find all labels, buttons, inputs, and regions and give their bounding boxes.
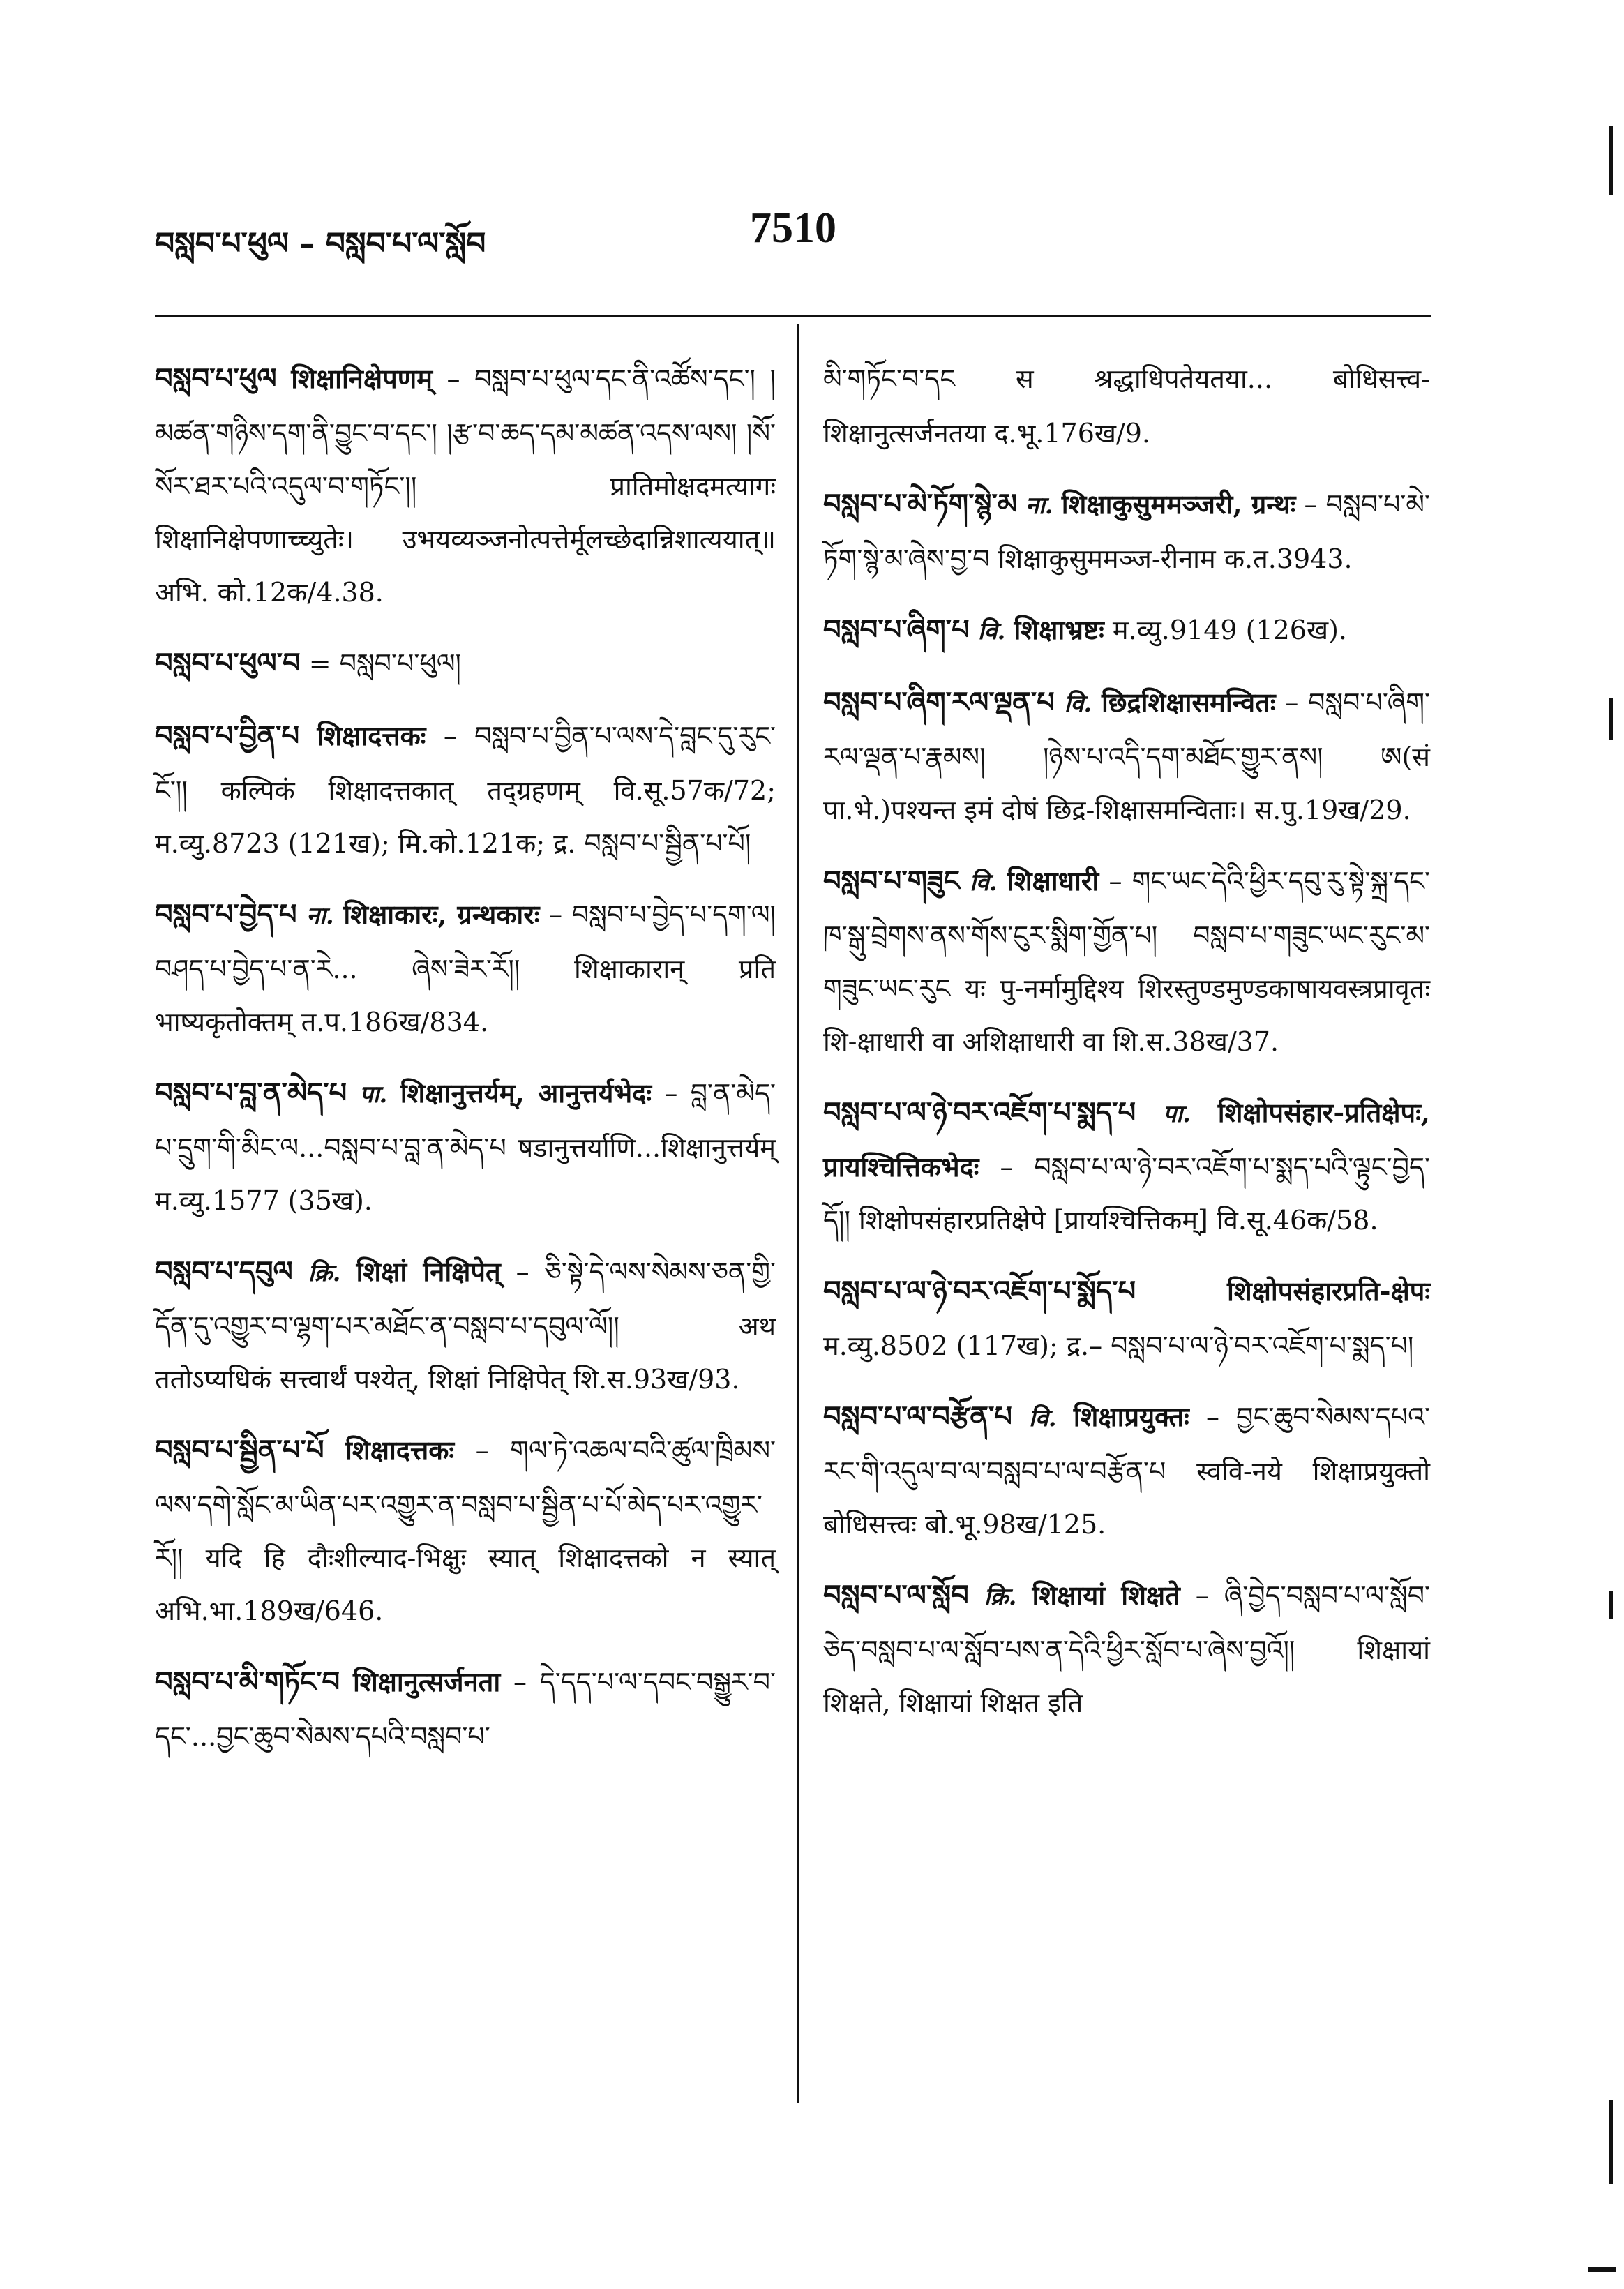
entry-headword: བསླབ་པ་ཞིག་པ — [823, 613, 970, 646]
right-column — [823, 352, 1430, 1748]
dictionary-entry — [155, 1656, 776, 1763]
entry-headword: བསླབ་པ་ལ་བརྩོན་པ — [823, 1400, 1012, 1433]
grammar-label: वि. — [977, 617, 1006, 645]
sanskrit-equivalent: शिक्षादत्तकः — [317, 720, 426, 751]
sanskrit-equivalent: शिक्षोपसंहार-प्रतिक्षेपः, प्रायश्चित्तिकभेदः — [823, 1097, 1430, 1183]
sanskrit-equivalent: शिक्षाधारी — [1007, 865, 1099, 896]
dictionary-entry — [823, 603, 1430, 658]
entry-headword: བསླབ་པ་ཞིག་རལ་ལྡན་པ — [823, 686, 1055, 719]
entry-body: – བྱང་ཆུབ་སེམས་དཔའ་རང་གི་འདུལ་བ་ལ་བསླབ་པ་ལ་བརྩོན་པ स्ववि-नये शिक्षाप्रयुक्तो बोधिसत्त्वः बो.भू.98ख/125. — [823, 1402, 1430, 1540]
entry-headword: བསླབ་པ་དབུལ — [155, 1255, 293, 1288]
entry-headword: བསླབ་པ་ཕུལ་བ — [155, 647, 301, 680]
dictionary-entry — [823, 1265, 1430, 1372]
entry-body: – བསླབ་པ་ལ་ཉེ་བར་འཇོག་པ་སྨད་པའི་ལྟུང་བྱེད་དོ།། शिक्षोपसंहारप्रतिक्षेपे [प्रायश्चित्तिकम्] वि.सू.46क/58. — [823, 1152, 1430, 1236]
entry-body: – བསླབ་པ་ཞིག་རལ་ལྡན་པ་རྣམས། །ཉེས་པ་འདི་དག་མཐོང་གྱུར་ནས། ཨ(सं पा.भे.)पश्यन्त इमं दोषं छिद्र-शिक्षासमन्विताः। स.पु.19ख/29. — [823, 687, 1430, 825]
dictionary-entry — [823, 352, 1430, 460]
entry-body: – ཅི་སྟེ་དེ་ལས་སེམས་ཅན་གྱི་དོན་དུ་འགྱུར་བ་ལྷག་པར་མཐོང་ན་བསླབ་པ་དབུལ་ལོ།། अथ ततोऽप्यधिकं सत्त्वार्थं पश्येत्, शिक्षां निक्षिपेत् शि.स.93ख/93. — [155, 1256, 776, 1395]
entry-body: མི་གཏོང་བ་དང स श्रद्धाधिपतेयतया... बोधिसत्त्व-शिक्षानुत्सर्जनतया द.भू.176ख/9. — [823, 363, 1430, 449]
entry-headword: བསླབ་པ་ཕུལ — [155, 362, 277, 395]
dictionary-entry — [823, 1086, 1430, 1247]
scan-edge-mark — [1609, 1591, 1613, 1619]
dictionary-entry — [823, 1569, 1430, 1729]
grammar-label: वि. — [1029, 1404, 1057, 1432]
sanskrit-equivalent: शिक्षाकारः, ग्रन्थकारः — [343, 899, 540, 930]
dictionary-entry — [823, 1390, 1430, 1551]
grammar-label: ना. — [306, 902, 334, 930]
dictionary-entry — [823, 478, 1430, 585]
entry-headword: བསླབ་པ་ལ་ཉེ་བར་འཇོག་པ་སྨོད་པ — [823, 1275, 1136, 1307]
entry-body: – དེ་དད་པ་ལ་དབང་བསྒྱུར་བ་དང་...བྱང་ཆུབ་སེམས་དཔའི་བསླབ་པ་ — [155, 1667, 776, 1752]
dictionary-entry — [823, 676, 1430, 836]
grammar-label: वि. — [970, 869, 998, 896]
scan-edge-mark — [1588, 2267, 1616, 2272]
dictionary-entry — [155, 888, 776, 1049]
entry-headword: བསླབ་པ་མེ་ཏོག་སྙེ་མ — [823, 488, 1017, 520]
scan-edge-mark — [1609, 2100, 1613, 2184]
sanskrit-equivalent: शिक्षायां शिक्षते — [1032, 1579, 1180, 1611]
grammar-label: पा. — [1162, 1100, 1191, 1128]
entry-body: – ཞི་བྱེད་བསླབ་པ་ལ་སློབ་ཅེད་བསླབ་པ་ལ་སློབ་པས་ན་དེའི་ཕྱིར་སློབ་པ་ཞེས་བྱའོ།། शिक्षायां शिक्षते, शिक्षायां शिक्षत इति — [823, 1580, 1430, 1718]
dictionary-entry — [155, 1067, 776, 1227]
sanskrit-equivalent: शिक्षानिक्षेपणम् — [291, 363, 433, 394]
sanskrit-equivalent: शिक्षादत्तकः — [345, 1434, 455, 1466]
column-divider — [797, 324, 799, 2103]
sanskrit-equivalent: छिद्रशिक्षासमन्वितः — [1101, 686, 1276, 718]
entry-body: – བསླབ་པ་བྱེད་པ་དག་ལ། བཤད་པ་བྱེད་པ་ན་རེ... ཞེས་ཟེར་རོ།། शिक्षाकारान् प्रति भाष्यकृतोक्तम् त.प.186ख/834. — [155, 899, 776, 1037]
sanskrit-equivalent: शिक्षां निक्षिपेत् — [356, 1256, 501, 1287]
entry-body: – བསླབ་པ་ཕུལ་དང་ནི་འཚོས་དང་། །མཚན་གཉིས་དག་ནི་བྱུང་བ་དང་། །རྩ་བ་ཆད་དམ་མཚན་འདས་ལས། །སོ་སོར་ཐར་པའི་འདུལ་བ་གཏོང་།། प्रातिमोक्षदमत्यागः शिक्षानिक्षेपणाच्च्युतेः। उभयव्यञ्जनोत्पत्तेर्मूलच्छेदान्निशात्ययात्॥ अभि. को.12क/4.38. — [155, 363, 776, 608]
entry-headword: བསླབ་པ་མི་གཏོང་བ — [155, 1665, 340, 1698]
sanskrit-equivalent: शिक्षानुत्सर्जनता — [352, 1666, 501, 1697]
sanskrit-equivalent: शिक्षाकुसुममञ्जरी, ग्रन्थः — [1061, 488, 1296, 520]
dictionary-entry — [155, 1424, 776, 1637]
sanskrit-equivalent: शिक्षाभ्रष्टः — [1014, 614, 1104, 645]
dictionary-entry — [155, 1245, 776, 1406]
entry-headword: བསླབ་པ་བྱིན་པ — [155, 719, 300, 752]
entry-headword: བསླབ་པ་བླ་ན་མེད་པ — [155, 1076, 347, 1109]
sanskrit-equivalent: शिक्षोपसंहारप्रति-क्षेपः — [1226, 1275, 1430, 1307]
entry-headword: བསླབ་པ་སྦྱིན་པ་པོ — [155, 1434, 324, 1466]
entry-body: म.व्यु.8502 (117ख); द्र.– བསླབ་པ་ལ་ཉེ་བར་འཇོག་པ་སྨད་པ། — [823, 1330, 1414, 1361]
dictionary-entry — [155, 710, 776, 870]
grammar-label: क्रि. — [984, 1583, 1017, 1611]
entry-headword: བསླབ་པ་ལ་སློབ — [823, 1579, 969, 1612]
left-column — [155, 352, 776, 1781]
entry-body: – བླ་ན་མེད་པ་དྲུག་གི་མིང་ལ...བསླབ་པ་བླ་ན་མེད་པ षडानुत्तर्याणि...शिक्षानुत्तर्यम् म.व्यु.1577 (35ख). — [155, 1078, 776, 1216]
grammar-label: क्रि. — [308, 1259, 341, 1287]
dictionary-entry — [823, 855, 1430, 1068]
entry-body: – བསླབ་པ་བྱིན་པ་ལས་དེ་བླང་དུ་རུང་ངོ་།། कल्पिकं शिक्षादत्तकात् तद्ग्रहणम् वि.सू.57क/72; म.व्यु.8723 (121ख); मि.को.121क; द्र. བསླབ་པ་སྦྱིན་པ་པོ། — [155, 721, 776, 859]
header-rule — [155, 315, 1431, 317]
entry-headword: བསླབ་པ་བྱེད་པ — [155, 898, 297, 931]
grammar-label: ना. — [1025, 492, 1053, 520]
entry-headword: བསླབ་པ་གཟུང — [823, 864, 960, 897]
scan-edge-mark — [1609, 698, 1613, 740]
entry-body: = བསླབ་པ་ཕུལ། — [308, 648, 461, 679]
entry-body: म.व्यु.9149 (126ख). — [1112, 615, 1347, 645]
entry-body: – བསླབ་པ་མེ་ཏོག་སྙེ་མ་ཞེས་བྱ་བ शिक्षाकुसुममञ्ज-रीनाम क.त.3943. — [823, 489, 1430, 574]
dictionary-entry — [155, 637, 776, 691]
sanskrit-equivalent: शिक्षानुत्तर्यम्, आनुत्तर्यभेदः — [400, 1077, 652, 1109]
page-number: 7510 — [750, 204, 836, 252]
entry-body: – གལ་ཏེ་འཆལ་བའི་ཚུལ་ཁྲིམས་ལས་དགེ་སློང་མ་ཡིན་པར་འགྱུར་ན་བསླབ་པ་སྦྱིན་པ་པོ་མེད་པར་འགྱུར་རོ།། यदि हि दौःशील्याद-भिक्षुः स्यात् शिक्षादत्तको न स्यात् अभि.भा.189ख/646. — [155, 1435, 776, 1626]
grammar-label: वि. — [1064, 690, 1092, 718]
entry-headword: བསླབ་པ་ལ་ཉེ་བར་འཇོག་པ་སྨད་པ — [823, 1096, 1136, 1129]
scan-edge-mark — [1609, 126, 1613, 195]
sanskrit-equivalent: शिक्षाप्रयुक्तः — [1073, 1401, 1189, 1432]
entry-body: – གང་ཡང་དེའི་ཕྱིར་དབུ་རུ་སྟེ་སྐྲ་དང་ཁ་སྒུ་བྲེགས་ནས་གོས་ངུར་སྨིག་གྱོན་པ། བསླབ་པ་གཟུང་ཡང་རུང་མ་གཟུང་ཡང་རུང यः पु-नर्मामुद्दिश्य शिरस्तुण्डमुण्डकाषायवस्त्रप्रावृतः शि-क्षाधारी वा अशिक्षाधारी वा शि.स.38ख/37. — [823, 866, 1430, 1057]
grammar-label: पा. — [359, 1081, 388, 1109]
dictionary-entry — [155, 352, 776, 619]
running-head: བསླབ་པ་ཕུལ – བསླབ་པ་ལ་སློབ — [155, 226, 486, 262]
